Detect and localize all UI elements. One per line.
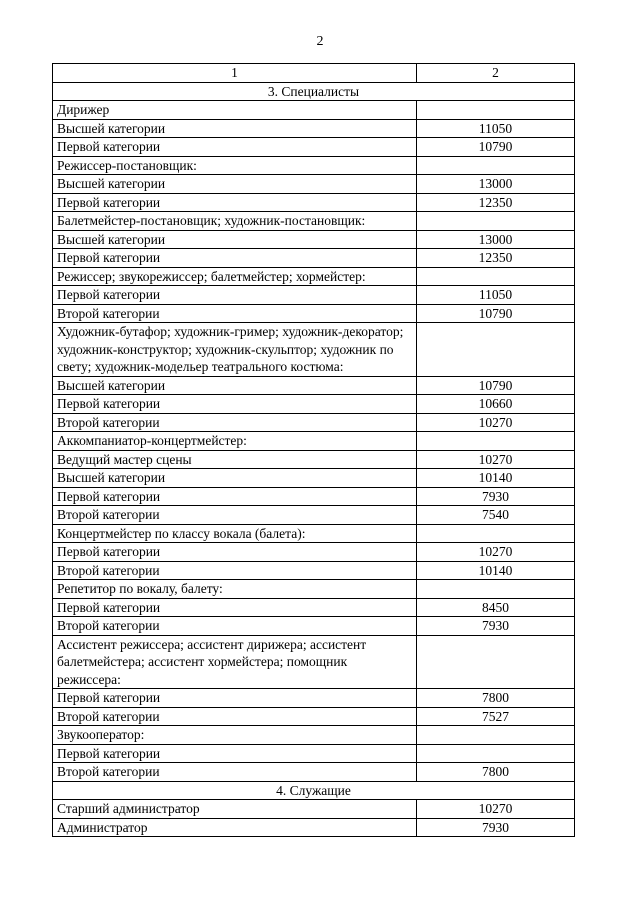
salary-value: [417, 580, 575, 599]
category-row: [53, 487, 575, 506]
category-label: Первой категории: [53, 249, 417, 268]
salary-value: 10660: [417, 395, 575, 414]
salary-value: 10140: [417, 561, 575, 580]
category-row: [53, 193, 575, 212]
category-label: Второй категории: [53, 707, 417, 726]
category-row: [53, 561, 575, 580]
category-row: [53, 543, 575, 562]
salary-value: 7930: [417, 818, 575, 837]
category-label: Высшей категории: [53, 175, 417, 194]
page-number: 2: [316, 34, 324, 49]
category-label: Второй категории: [53, 763, 417, 782]
category-row: [53, 744, 575, 763]
salary-value: 7540: [417, 506, 575, 525]
category-row: [53, 598, 575, 617]
salary-value: 10270: [417, 800, 575, 819]
salary-value: 10790: [417, 376, 575, 395]
salary-table: [52, 63, 575, 837]
category-row: [53, 707, 575, 726]
category-row: [53, 800, 575, 819]
position-title: Ассистент режиссера; ассистент дирижера; ассистент балетмейстера; ассистент хормейстера; помощник режиссера:: [53, 635, 417, 689]
category-label: Высшей категории: [53, 469, 417, 488]
category-row: [53, 249, 575, 268]
category-row: [53, 286, 575, 305]
salary-value: 13000: [417, 175, 575, 194]
salary-value: 7527: [417, 707, 575, 726]
column-number-row: [53, 64, 575, 83]
position-group-row: [53, 156, 575, 175]
salary-value: 7930: [417, 617, 575, 636]
salary-value: 12350: [417, 193, 575, 212]
position-title: Дирижер: [53, 101, 417, 120]
salary-value: [417, 726, 575, 745]
category-label: Высшей категории: [53, 119, 417, 138]
salary-value: [417, 432, 575, 451]
salary-value: 7800: [417, 763, 575, 782]
position-group-row: [53, 524, 575, 543]
category-row: [53, 413, 575, 432]
salary-value: 10140: [417, 469, 575, 488]
category-label: Первой категории: [53, 487, 417, 506]
salary-value: [417, 524, 575, 543]
category-label: Второй категории: [53, 561, 417, 580]
category-row: [53, 689, 575, 708]
position-title: Звукооператор:: [53, 726, 417, 745]
salary-value: 10270: [417, 450, 575, 469]
category-label: Администратор: [53, 818, 417, 837]
category-label: Второй категории: [53, 413, 417, 432]
salary-value: 10790: [417, 138, 575, 157]
position-group-row: [53, 635, 575, 689]
category-label: Первой категории: [53, 689, 417, 708]
salary-value: [417, 156, 575, 175]
position-group-row: [53, 323, 575, 377]
category-label: Высшей категории: [53, 376, 417, 395]
category-row: [53, 450, 575, 469]
section-title: 3. Специалисты: [53, 82, 575, 101]
category-row: [53, 230, 575, 249]
salary-value: [417, 267, 575, 286]
salary-value: 10270: [417, 413, 575, 432]
position-title: Режиссер-постановщик:: [53, 156, 417, 175]
category-row: [53, 506, 575, 525]
category-label: Второй категории: [53, 304, 417, 323]
salary-value: 13000: [417, 230, 575, 249]
category-label: Первой категории: [53, 193, 417, 212]
position-group-row: [53, 432, 575, 451]
category-row: [53, 138, 575, 157]
salary-value: [417, 323, 575, 377]
category-row: [53, 119, 575, 138]
category-label: Первой категории: [53, 286, 417, 305]
position-title: Аккомпаниатор-концертмейстер:: [53, 432, 417, 451]
position-group-row: [53, 726, 575, 745]
category-row: [53, 469, 575, 488]
category-label: Первой категории: [53, 138, 417, 157]
category-row: [53, 395, 575, 414]
salary-value: 8450: [417, 598, 575, 617]
position-group-row: [53, 580, 575, 599]
category-label: Старший администратор: [53, 800, 417, 819]
category-label: Высшей категории: [53, 230, 417, 249]
position-title: Балетмейстер-постановщик; художник-постановщик:: [53, 212, 417, 231]
salary-value: 11050: [417, 286, 575, 305]
category-row: [53, 617, 575, 636]
category-row: [53, 376, 575, 395]
category-row: [53, 304, 575, 323]
salary-value: 12350: [417, 249, 575, 268]
position-title: Режиссер; звукорежиссер; балетмейстер; хормейстер:: [53, 267, 417, 286]
category-label: Первой категории: [53, 744, 417, 763]
category-label: Второй категории: [53, 617, 417, 636]
position-title: Репетитор по вокалу, балету:: [53, 580, 417, 599]
category-label: Второй категории: [53, 506, 417, 525]
salary-value: 7800: [417, 689, 575, 708]
salary-table-body: [53, 64, 575, 837]
category-label: Ведущий мастер сцены: [53, 450, 417, 469]
salary-value: [417, 101, 575, 120]
salary-value: [417, 212, 575, 231]
category-row: [53, 818, 575, 837]
position-title: Художник-бутафор; художник-гример; художник-декоратор; художник-конструктор; художник-скульптор; художник по свету; художник-модельер театрального костюма:: [53, 323, 417, 377]
salary-value: 10790: [417, 304, 575, 323]
section-header-row: [53, 781, 575, 800]
category-label: Первой категории: [53, 598, 417, 617]
salary-value: 10270: [417, 543, 575, 562]
salary-value: 11050: [417, 119, 575, 138]
section-header-row: [53, 82, 575, 101]
position-group-row: [53, 101, 575, 120]
column-number-1: 1: [53, 64, 417, 83]
salary-value: 7930: [417, 487, 575, 506]
category-row: [53, 175, 575, 194]
section-title: 4. Служащие: [53, 781, 575, 800]
salary-value: [417, 744, 575, 763]
position-group-row: [53, 267, 575, 286]
column-number-2: 2: [417, 64, 575, 83]
category-label: Первой категории: [53, 395, 417, 414]
position-title: Концертмейстер по классу вокала (балета):: [53, 524, 417, 543]
category-label: Первой категории: [53, 543, 417, 562]
position-group-row: [53, 212, 575, 231]
category-row: [53, 763, 575, 782]
salary-value: [417, 635, 575, 689]
